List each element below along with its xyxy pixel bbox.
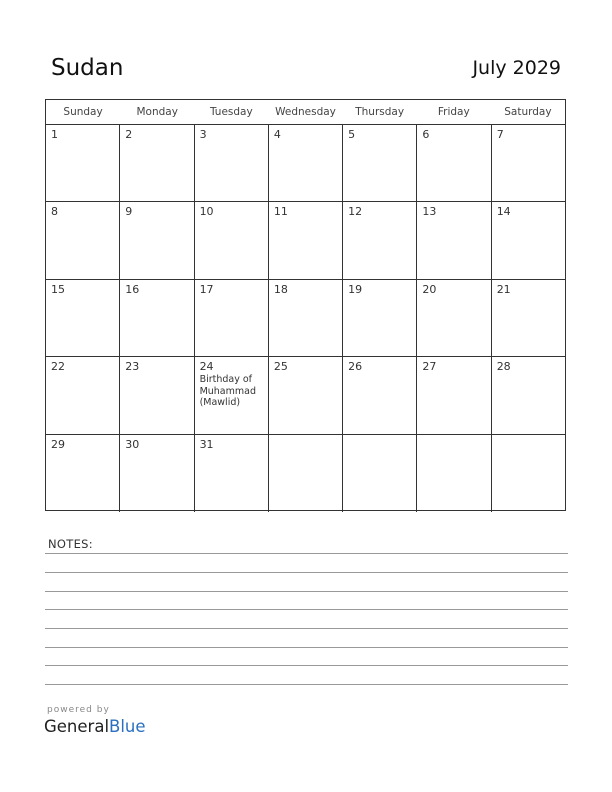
day-cell-empty: [343, 435, 417, 512]
day-number: 18: [273, 282, 288, 296]
day-cell: [120, 357, 194, 433]
day-cell: [492, 280, 565, 356]
weekday-thursday: Thursday: [355, 106, 405, 118]
day-number: 17: [199, 282, 214, 296]
day-cell: [46, 125, 120, 201]
day-cell: [120, 280, 194, 356]
day-cell: [343, 357, 417, 433]
day-number: 23: [125, 360, 140, 374]
day-cell: [46, 280, 120, 356]
day-cell-holiday: [195, 357, 269, 433]
day-cell: [417, 125, 491, 201]
day-number: 8: [51, 205, 58, 219]
day-cell: [46, 202, 120, 278]
country-title: Sudan: [51, 55, 124, 81]
day-cell: [343, 125, 417, 201]
notes-label: NOTES:: [48, 537, 93, 551]
day-cell: [417, 357, 491, 433]
weekday-header-row: [46, 100, 565, 125]
day-cell: [343, 202, 417, 278]
day-number: 16: [125, 282, 140, 296]
powered-by-text: powered by: [47, 705, 110, 715]
day-cell: [343, 280, 417, 356]
day-cell: [120, 125, 194, 201]
day-number: 9: [125, 205, 133, 219]
week-row-2: [46, 202, 565, 279]
brand-general: General: [44, 717, 110, 736]
day-number: 20: [422, 282, 437, 296]
day-number: 7: [496, 128, 504, 141]
day-number: 15: [51, 282, 65, 296]
day-cell: [195, 280, 269, 356]
day-number: 21: [496, 282, 511, 296]
day-number: 12: [348, 205, 363, 219]
day-cell: [195, 125, 269, 201]
day-number: 29: [51, 437, 65, 451]
note-line: [45, 647, 568, 648]
brand-blue: Blue: [109, 717, 146, 736]
day-number: 30: [125, 437, 140, 451]
day-number: 26: [348, 360, 363, 374]
generalblue-logo[interactable]: [44, 717, 146, 736]
day-number: 10: [199, 205, 214, 219]
note-line: [45, 553, 568, 554]
day-cell-empty: [492, 435, 565, 512]
day-cell: [195, 202, 269, 278]
day-cell: [417, 202, 491, 278]
note-line: [45, 684, 568, 685]
day-cell: [492, 125, 565, 201]
weekday-tuesday: Tuesday: [209, 106, 253, 118]
day-number: 13: [422, 205, 437, 219]
day-number: 5: [348, 128, 356, 141]
day-number: 28: [496, 360, 511, 374]
day-cell: [269, 357, 343, 433]
day-cell: [120, 202, 194, 278]
day-cell: [269, 280, 343, 356]
note-line: [45, 665, 568, 666]
calendar-grid: [45, 99, 566, 511]
day-number: 19: [348, 282, 363, 296]
day-number: 14: [496, 205, 511, 219]
note-line: [45, 609, 568, 610]
day-number: 31: [199, 437, 214, 451]
weekday-saturday: Saturday: [504, 106, 552, 118]
day-number: 6: [422, 128, 430, 141]
weekday-monday: Monday: [136, 106, 178, 118]
day-cell-empty: [269, 435, 343, 512]
day-cell: [120, 435, 194, 512]
day-number: 3: [199, 128, 207, 141]
day-cell: [417, 280, 491, 356]
month-title: July 2029: [472, 57, 561, 79]
weekday-sunday: Sunday: [63, 106, 103, 118]
day-number: 2: [125, 128, 133, 141]
day-cell: [269, 125, 343, 201]
day-number: 27: [422, 360, 437, 374]
day-cell: [46, 357, 120, 433]
day-cell: [492, 202, 565, 278]
day-number: 24: [199, 360, 214, 374]
week-row-1: [46, 125, 565, 202]
day-number: 22: [51, 360, 65, 374]
note-line: [45, 591, 568, 592]
day-cell: [492, 357, 565, 433]
day-number: 25: [273, 360, 288, 374]
day-number: 11: [273, 205, 288, 219]
week-row-3: [46, 280, 565, 357]
day-number: 1: [51, 128, 58, 141]
day-cell: [195, 435, 269, 512]
note-line: [45, 572, 568, 573]
day-number: 4: [273, 128, 281, 141]
week-row-4: [46, 357, 565, 434]
note-line: [45, 628, 568, 629]
day-cell-empty: [417, 435, 491, 512]
day-cell: [269, 202, 343, 278]
day-cell: [46, 435, 120, 512]
week-row-5: [46, 435, 565, 512]
weekday-wednesday: Wednesday: [275, 106, 336, 118]
weekday-friday: Friday: [437, 106, 470, 118]
holiday-label: Birthday of Muhammad (Mawlid): [199, 374, 256, 409]
